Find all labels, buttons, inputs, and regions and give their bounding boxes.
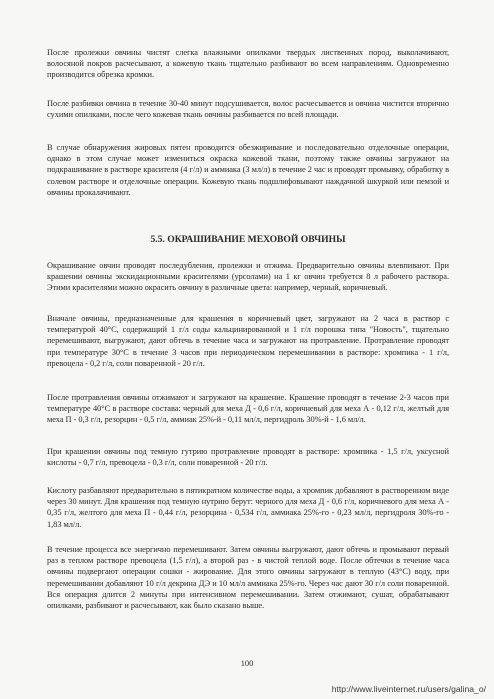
paragraph-8: Кислоту разбавляют предварительно в пятикратном количестве воды, а хромпик добавляют в растворенном виде через 30 минут. Для крашения под темную нутрию берут: черного для меха Д - 0,6 г/л, коричневого для меха А - 0,35 г/л, желтого для меха П - 0,44 г/л, резорцина - 0,534 г/л, аммиака 25%-го - 0,23 мл/л, пергидроля 30%-го - 1,83 мл/л. xyxy=(47,486,449,529)
paragraph-6: После протравления овчины отжимают и загружают на крашение. Крашение проводят в течение 2-3 часов при температуре 40°С в растворе состава: черный для меха Д - 0,6 г/л, коричневый для меха А - 0,12 г/л, желтый для меха П - 0,3 г/л, резорцин - 0,5 г/л, аммиак 25%-й - 0,11 мл/л, пергидроль 30%-й - 1,6 мл/л. xyxy=(47,393,449,425)
paragraph-2: После разбивки овчина в течение 30-40 минут подсушивается, волос расчесывается и овчина чистится вторично сухими опилками, после чего кожевая ткань овчины разбивается по всей площади. xyxy=(47,99,449,120)
paragraph-5: Вначале овчины, предназначенные для крашения в коричневый цвет, загружают на 2 часа в раствор с температурой 40°С, содержащий 1 г/л соды кальцинированной и 1 г/л порошка типа "Новость", тщательно перемешивают, выгружают, дают обтечь в течение часа и загружают на протравление. Протравление проводят при температуре 30°С в течение 3 часов при периодическом перемешивании в растворе: хромпика - 1 г/л, превоцела - 0,2 г/л, соли поваренной - 20 г/л. xyxy=(47,314,449,368)
paragraph-3: В случае обнаружения жировых пятен проводится обезжиривание и последовательно отделочные операции, однако в этом случае может измениться окраска кожевой ткани, поэтому также овчины загружают на подкрашивание в растворе красителя (4 г/л) и аммиака (3 мл/л) в течение 2 час и проводят промывку, обработку в солевом растворе и отделочные операции. Кожевую ткань подшлифовывают наждачной шкуркой или пемзой и овчины прокалачивают. xyxy=(47,143,449,197)
paragraph-7: При крашении овчины под темную гутрию протравление проводят в растворе: хромпика - 1,5 г/л, уксусной кислоты - 0,7 г/л, превоцела - 0,3 г/л, соли поваренной - 20 г/л. xyxy=(47,447,449,468)
page-number: 100 xyxy=(240,659,254,668)
paragraph-1: После пролежки овчины чистят слегка влажными опилками твердых лиственных пород, выколачивают, волосяной покров расчесывают, а кожевую ткань тщательно разбивают во всем направлениям. Одновременно производится обрезка кромки. xyxy=(47,48,449,80)
paragraph-9: В течение процесса все энергично перемешивают. Затем овчины выгружают, дают обтечь и промывают первый раз в теплом растворе превоцела (1,5 г/л), а второй раз - в чистой теплой воде. После обтечки в течение часа овчины подвергают операции сошки - жирование. Для этого овчины загружают в теплую (43°С) воду, при перемешивании добавляют 10 г/л декрина ДЭ и 10 мл/л аммиака 25%-го. Через час дают 30 г/л соли поваренной. Вся операция длится 2 минуты при интенсивном перемешивании. Затем отжимают, сушат, обрабатывают опилками, разбивают и расчесывают, как было сказано выше. xyxy=(47,545,449,611)
section-heading: 5.5. ОКРАШИВАНИЕ МЕХОВОЙ ОВЧИНЫ xyxy=(150,234,346,245)
paragraph-4: Окрашивание овчин проводят последубления, пролежки и отжима. Предварительно овчины влевпивают. При крашении овчины экскидационными красителями (урсолами) на 1 кг овчин требуется 8 л рабочего раствора. Этими красителями можно окрасить овчину в различные цвета: например, черный, коричневый. xyxy=(47,261,449,293)
watermark-url: http://www.liveinternet.ru/users/galina_o/ xyxy=(331,684,486,694)
